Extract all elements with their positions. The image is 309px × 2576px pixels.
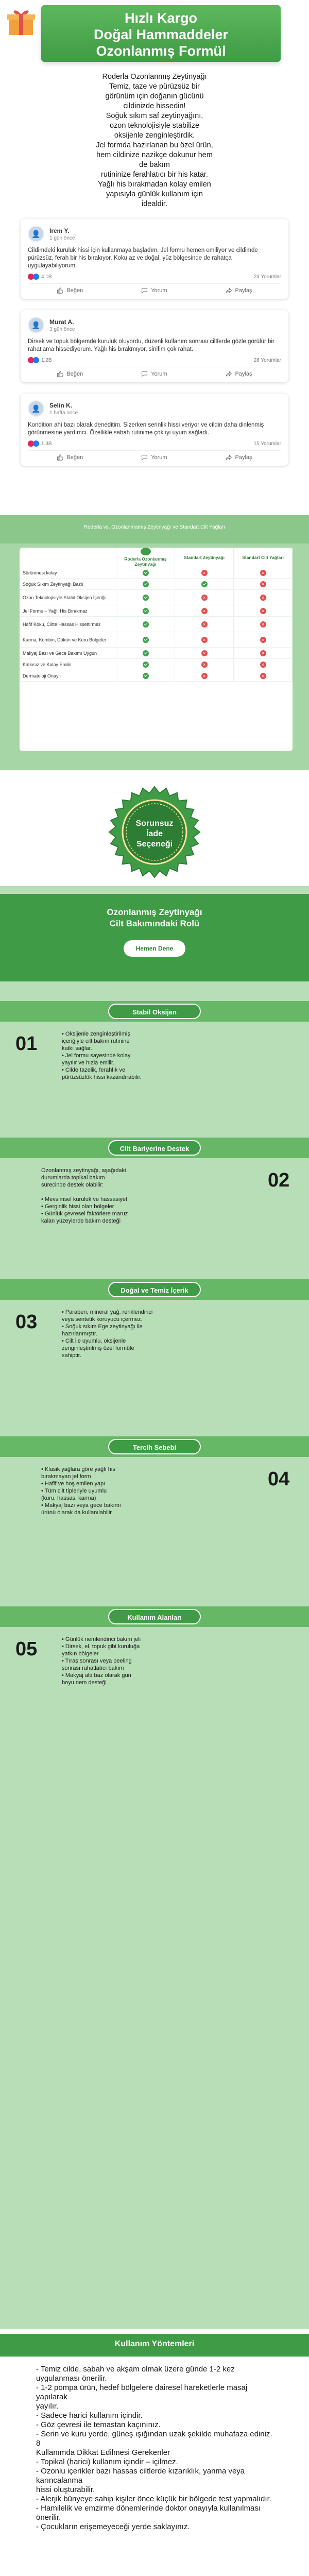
- thumbs-up-icon: [33, 440, 39, 447]
- step-title: Cilt Bariyerine Destek: [108, 1140, 201, 1156]
- share-icon: [226, 287, 232, 294]
- cross-icon: ×: [260, 662, 266, 668]
- review-meta: [28, 273, 281, 280]
- check-icon: [143, 637, 149, 643]
- review-card: [21, 394, 288, 466]
- table-header-standard-skin: Standart Cilt Yağları: [234, 548, 293, 567]
- cross-icon: ×: [201, 662, 208, 668]
- table-cell: [116, 648, 175, 658]
- step-line: • Jel formu sayesinde kolay: [62, 1053, 131, 1059]
- review-actions: [28, 367, 281, 377]
- table-cell: [234, 579, 293, 589]
- brand-logo-icon: [141, 548, 151, 555]
- intro-line: Soğuk sıkım saf zeytinyağını,: [106, 112, 203, 120]
- step-line: • Soğuk sıkım Ege zeytinyağı ile: [62, 1324, 143, 1330]
- step-title: Doğal ve Temiz İçerik: [108, 1282, 201, 1297]
- seal-graphic: [103, 781, 206, 884]
- table-header-roderla-label: Roderla Ozonlanmış Zeytinyağı: [124, 556, 167, 567]
- table-cell: [175, 590, 234, 605]
- cross-icon: ×: [201, 637, 208, 643]
- step-line: • Dirsek, el, topuk gibi kuruluğa: [62, 1643, 140, 1650]
- table-cell: [234, 567, 293, 578]
- comments-count[interactable]: 23 Yorumlar: [253, 274, 281, 280]
- check-icon: [143, 621, 149, 628]
- table-cell: [234, 659, 293, 670]
- gift-box-icon: [5, 5, 37, 37]
- table-row-label: Karma, Kombin, Dökün ve Kuru Bölgeler: [20, 632, 116, 647]
- comment-label: Yorum: [151, 454, 167, 461]
- likes-value: 1.3B: [41, 440, 52, 447]
- reviewer-name[interactable]: Selin K.: [49, 401, 73, 409]
- cross-icon: ×: [260, 595, 266, 601]
- cross-icon: ×: [260, 608, 266, 614]
- table-row: [20, 605, 293, 617]
- intro-line: Temiz, taze ve pürüzsüz bir: [109, 82, 200, 91]
- thumbs-up-icon: [57, 370, 63, 377]
- step-line: • Mevsimsel kuruluk ve hassasiyet: [41, 1196, 128, 1202]
- try-now-button[interactable]: Hemen Dene: [124, 940, 185, 957]
- step-text: [62, 1030, 216, 1081]
- table-row: [20, 648, 293, 659]
- likes-value: 1.2B: [41, 357, 52, 363]
- review-text: Kondition ahi bazı olarak deneditim. Sizerken serinlik hissi veriyor ve cildin daha dinlenmiş görünmesine yardımcı. Özellikle sabah rutinime çok iyi uyum sağladı.: [28, 422, 264, 436]
- step-line: kalan yüzeylerde bakım desteği: [41, 1218, 121, 1224]
- step-title: Stabil Oksijen: [108, 1004, 201, 1019]
- step-line: sonrası rahatlatıcı bakım: [62, 1665, 124, 1671]
- table-cell: [116, 617, 175, 632]
- table-cell: [234, 605, 293, 616]
- check-icon: [143, 673, 149, 679]
- cross-icon: ×: [201, 608, 208, 614]
- table-body: [20, 567, 293, 682]
- cross-icon: ×: [260, 650, 266, 656]
- step-number: 02: [268, 1170, 290, 1191]
- step-text: [62, 1309, 216, 1359]
- table-cell: [175, 670, 234, 681]
- step-line: • Hafif ve hoş emilen yapı: [41, 1481, 106, 1487]
- check-icon: [201, 581, 208, 587]
- intro-line: idealdir.: [142, 200, 167, 208]
- cross-icon: ×: [201, 595, 208, 601]
- table-cell: [116, 670, 175, 681]
- review-card: [21, 219, 288, 299]
- header-line-2: Doğal Hammaddeler: [93, 27, 229, 42]
- share-label: Paylaş: [235, 454, 252, 461]
- review-text: Cildimdeki kuruluk hissi için kullanmaya başladım. Jel formu hemen emiliyor ve cildimde pürüzsüz, ferah bir his bırakıyor. Koku az ve doğal, yüz bölgesinde de rahatça uygulayabiliyorum.: [28, 247, 258, 269]
- comment-label: Yorum: [151, 287, 167, 294]
- share-icon: [226, 454, 232, 461]
- table-cell: [175, 648, 234, 658]
- table-cell: [116, 632, 175, 647]
- table-row-label: Katkısız ve Kolay Emilir: [20, 659, 116, 670]
- step-text: [62, 1636, 216, 1686]
- like-button[interactable]: [57, 454, 83, 461]
- step-line: [41, 1189, 196, 1196]
- check-icon: [143, 581, 149, 587]
- cross-icon: ×: [260, 637, 266, 643]
- review-actions: [28, 283, 281, 294]
- header-line-1: Hızlı Kargo: [124, 10, 197, 26]
- table-cell: [175, 617, 234, 632]
- table-row: [20, 617, 293, 632]
- intro-line: de bakım: [139, 161, 170, 169]
- step-line: • Cilt ile uyumlu, oksijenle: [62, 1338, 126, 1344]
- step-text: [41, 1167, 196, 1225]
- intro-line: hem cildinize nazikçe dokunur hem: [96, 151, 213, 159]
- share-button[interactable]: [226, 370, 252, 377]
- step-line: hazırlanmıştır.: [62, 1331, 98, 1337]
- intro-line: Yağlı his bırakmadan kolay emilen: [98, 180, 211, 189]
- comment-icon: [141, 454, 148, 461]
- comment-icon: [141, 287, 148, 294]
- review-list: [21, 219, 288, 477]
- step-line: sahiptir.: [62, 1352, 81, 1359]
- like-button[interactable]: [57, 287, 83, 294]
- review-actions: [28, 450, 281, 461]
- step-line: • Tıraş sonrası veya peeling: [62, 1658, 132, 1664]
- step-title: Kullanım Alanları: [108, 1609, 201, 1624]
- cross-icon: ×: [201, 650, 208, 656]
- check-icon: [143, 650, 149, 656]
- comparison-table: [20, 548, 293, 751]
- table-cell: [116, 567, 175, 578]
- intro-line: görünüm için doğanın gücünü: [105, 92, 204, 100]
- likes-count[interactable]: [28, 440, 52, 447]
- step-line: • Günlük nemlendirici bakım jeli: [62, 1636, 141, 1642]
- table-row-label: Makyaj Bazı ve Gece Bakımı Uygun: [20, 648, 116, 658]
- like-label: Beğen: [66, 370, 83, 377]
- step-line: Ozonlanmış zeytinyağı, aşağıdaki: [41, 1167, 126, 1174]
- step-line: veya sentetik koruyucu içermez.: [62, 1316, 143, 1323]
- step-line: bırakmayan jel form: [41, 1473, 91, 1480]
- thumbs-up-icon: [57, 287, 63, 294]
- step-line: durumlarda topikal bakım: [41, 1175, 105, 1181]
- step-line: • Oksijenle zenginleştirilmiş: [62, 1031, 130, 1037]
- thumbs-up-icon: [33, 274, 39, 280]
- check-icon: [143, 595, 149, 601]
- share-icon: [226, 370, 232, 377]
- table-cell: [116, 605, 175, 616]
- step-number: 04: [268, 1468, 290, 1490]
- comparison-title: Roderla vs. Ozonlanmamış Zeytinyağı ve Standart Cilt Yağları: [83, 524, 226, 530]
- cross-icon: ×: [260, 581, 266, 587]
- table-row: [20, 632, 293, 648]
- comment-button[interactable]: [141, 454, 167, 461]
- step-line: • Makyaj altı baz olarak gün: [62, 1672, 131, 1679]
- share-label: Paylaş: [235, 370, 252, 377]
- step-line: yayılır ve hızla emilir.: [62, 1060, 115, 1066]
- table-cell: [234, 648, 293, 658]
- review-date: 3 gün önce: [49, 326, 75, 332]
- intro-line: rutininize ferahlatıcı bir his katar.: [101, 171, 208, 179]
- check-icon: [143, 608, 149, 614]
- step-line: katkı sağlar.: [62, 1045, 92, 1052]
- usage-title: Kullanım Yöntemleri: [114, 2340, 195, 2348]
- table-row: [20, 590, 293, 605]
- step-line: • Klasik yağlara göre yağlı his: [41, 1466, 115, 1472]
- table-cell: [116, 579, 175, 589]
- likes-count[interactable]: [28, 274, 52, 280]
- table-row-label: Sürünmesi kolay: [20, 567, 116, 578]
- step-line: sürecinde destek olabilir:: [41, 1182, 104, 1188]
- step-line: • Günlük çevresel faktörlere maruz: [41, 1211, 128, 1217]
- review-text: Dirsek ve topuk bölgemde kuruluk oluyordu, düzenli kullanım sonrası ciltlerde gözle görülür bir rahatlama hissediyorum. Yağlı his bırakmıyor, sinifim çok rahat.: [28, 338, 274, 352]
- cross-icon: ×: [201, 570, 208, 576]
- table-row-label: Dermatoloji Onaylı: [20, 670, 116, 681]
- header-banner: [5, 0, 309, 67]
- comment-icon: [141, 370, 148, 377]
- reviewer-name[interactable]: Murat A.: [49, 318, 74, 326]
- table-cell: [116, 590, 175, 605]
- table-row: [20, 567, 293, 579]
- table-row: [20, 579, 293, 590]
- step-line: boyu nem desteği: [62, 1680, 107, 1686]
- intro-text: [31, 72, 278, 209]
- avatar[interactable]: 👤: [28, 317, 44, 333]
- review-header: [28, 225, 281, 243]
- review-header: [28, 400, 281, 417]
- table-header-roderla: [116, 548, 175, 567]
- review-date: 1 gün önce: [49, 235, 75, 241]
- step-line: zenginleştirilmiş özel formüle: [62, 1345, 134, 1351]
- cross-icon: ×: [201, 621, 208, 628]
- table-cell: [175, 579, 234, 589]
- table-cell: [175, 632, 234, 647]
- seal-line-3: Seçeneği: [136, 840, 173, 849]
- likes-value: 4.1B: [41, 274, 52, 280]
- share-label: Paylaş: [235, 287, 252, 294]
- like-label: Beğen: [66, 454, 83, 461]
- review-date: 1 hafta önce: [49, 410, 78, 416]
- intro-line: ozon teknolojisiyle stabilize: [109, 122, 200, 130]
- table-row: [20, 659, 293, 670]
- table-cell: [234, 632, 293, 647]
- comparison-band: [0, 515, 309, 544]
- like-label: Beğen: [66, 287, 83, 294]
- comments-count[interactable]: 28 Yorumlar: [253, 357, 281, 363]
- cross-icon: ×: [260, 621, 266, 628]
- step-number: 05: [15, 1638, 38, 1660]
- step-number: 01: [15, 1033, 38, 1055]
- share-button[interactable]: [226, 287, 252, 294]
- intro-line: Jel formda hazırlanan bu özel ürün,: [96, 141, 213, 149]
- intro-line: Roderla Ozonlanmış Zeytinyağı: [102, 73, 207, 81]
- step-line: içeriğiyle cilt bakım rutinine: [62, 1038, 130, 1044]
- comment-label: Yorum: [151, 370, 167, 377]
- step-line: • Paraben, mineral yağ, renklendirici: [62, 1309, 153, 1315]
- avatar[interactable]: 👤: [28, 400, 44, 417]
- cross-icon: ×: [260, 570, 266, 576]
- reviewer-name[interactable]: Irem Y.: [49, 227, 70, 234]
- review-meta: [28, 440, 281, 447]
- review-header: [28, 316, 281, 334]
- table-row-label: Jel Formu – Yağlı His Bırakmaz: [20, 605, 116, 616]
- intro-line: yapısıyla günlük kullanım için: [106, 190, 203, 198]
- check-icon: [143, 570, 149, 576]
- step-title: Tercih Sebebi: [108, 1439, 201, 1454]
- comment-button[interactable]: [141, 370, 167, 377]
- intro-line: oksijenle zenginleştirdik.: [114, 131, 195, 140]
- table-header-row: [20, 548, 293, 567]
- table-row-label: Soğuk Sıkım Zeytinyağı Bazlı: [20, 579, 116, 589]
- comment-button[interactable]: [141, 287, 167, 294]
- table-row: [20, 670, 293, 682]
- step-text: [41, 1466, 196, 1516]
- step-line: ürünü olarak da kullanılabilir: [41, 1510, 112, 1516]
- avatar[interactable]: 👤: [28, 226, 44, 242]
- table-header-standard-olive: Standart Zeytinyağı: [175, 548, 234, 567]
- intro-line: cildinizde hissedin!: [123, 102, 186, 110]
- thumbs-up-icon: [57, 454, 63, 461]
- header-section: [0, 0, 309, 515]
- check-icon: [143, 662, 149, 668]
- cross-icon: ×: [260, 673, 266, 679]
- step-line: yatkın bölgeler: [62, 1651, 99, 1657]
- like-button[interactable]: [57, 370, 83, 377]
- header-line-3: Ozonlanmış Formül: [96, 43, 226, 59]
- table-cell: [234, 670, 293, 681]
- table-cell: [175, 567, 234, 578]
- review-card: [21, 310, 288, 382]
- comments-count[interactable]: 15 Yorumlar: [253, 440, 281, 447]
- care-title: Ozonlanmış Zeytinyağı Cilt Bakımındaki Rolü: [107, 907, 202, 928]
- header-ribbon: [41, 5, 281, 62]
- table-cell: [234, 617, 293, 632]
- table-cell: [175, 605, 234, 616]
- thumbs-up-icon: [33, 357, 39, 363]
- table-cell: [234, 590, 293, 605]
- seal-line-2: İade: [146, 829, 163, 838]
- table-cell: [116, 659, 175, 670]
- cross-icon: ×: [201, 673, 208, 679]
- review-meta: [28, 357, 281, 364]
- step-number: 03: [15, 1311, 38, 1333]
- share-button[interactable]: [226, 454, 252, 461]
- table-row-label: Ozon Teknolojisiyle Stabil Oksijen İçeriği: [20, 590, 116, 605]
- usage-text: - Temiz cilde, sabah ve akşam olmak üzere günde 1-2 kez uygulanması önerilir. - 1-2 pompa ürün, hedef bölgelere dairesel hareketlerle masaj yapılarak yayılır. - Sadece harici kullanım içindir. - Göz çevresi ile temastan kaçınınız. - Serin ve kuru yerde, güneş ışığından uzak şekilde muhafaza ediniz. 8 Kullanımda Dikkat Edilmesi Gerekenler - Topikal (harici) kullanım içindir – içilmez. - Ozonlu içerikler bazı hassas ciltlerde kızarıklık, yanma veya karıncalanma hissi oluşturabilir. - Alerjik bünyeye sahip kişiler önce küçük bir bölgede test yapmalıdır. - Hamilelik ve emzirme dönemlerinde doktor onayıyla kullanılması önerilir. - Çocukların erişemeyeceği yerde saklayınız.: [36, 2365, 272, 2531]
- step-line: • Makyaj bazı veya gece bakımı: [41, 1502, 121, 1509]
- likes-count[interactable]: [28, 357, 52, 363]
- table-header-empty: [20, 548, 116, 567]
- step-line: • Tüm cilt tipleriyle uyumlu: [41, 1488, 107, 1494]
- return-seal: [103, 781, 206, 884]
- step-line: • Gerginlik hissi olan bölgeler: [41, 1204, 114, 1210]
- step-line: • Cilde tazelik, ferahlık ve: [62, 1067, 126, 1073]
- step-line: (kuru, hassas, karma): [41, 1495, 96, 1501]
- seal-line-1: Sorunsuz: [135, 819, 174, 828]
- step-line: pürüzsüzlük hissi kazandırabilir.: [62, 1074, 142, 1080]
- table-row-label: Hafif Koku, Ciltte Hassas Hissettirmez: [20, 617, 116, 632]
- table-cell: [175, 659, 234, 670]
